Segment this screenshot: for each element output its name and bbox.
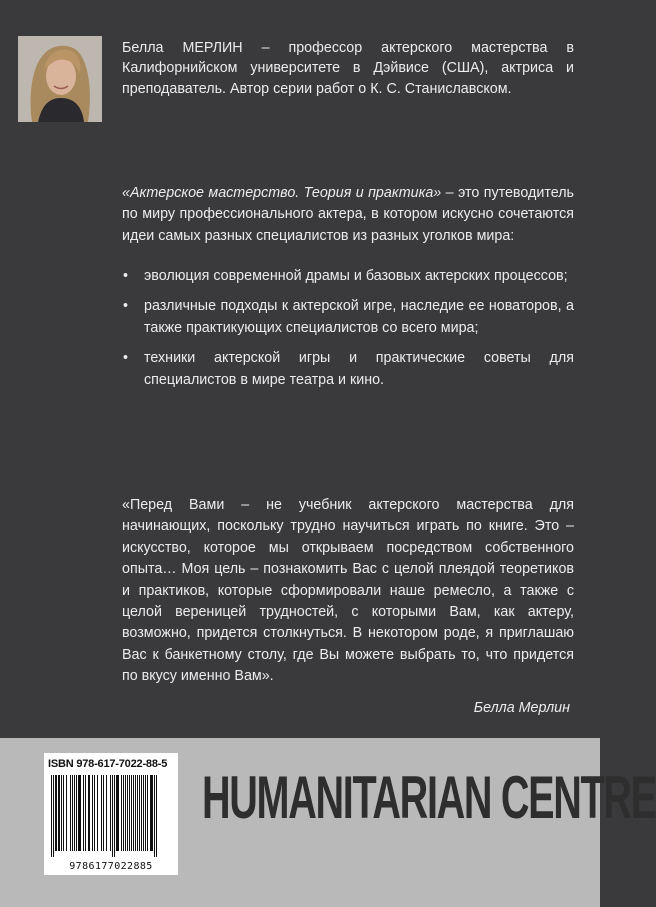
quote-signature: Белла Мерлин (473, 700, 570, 716)
barcode-bar (112, 775, 113, 857)
barcode-bar (83, 775, 84, 851)
barcode-box (44, 753, 178, 875)
bullet-icon: • (123, 350, 129, 367)
barcode-bar (66, 775, 67, 851)
barcode-bar (118, 775, 119, 851)
barcode-bar (131, 775, 132, 851)
barcode-bar (58, 775, 60, 851)
barcode-bar (150, 775, 152, 851)
barcode-bar (72, 775, 73, 851)
barcode-bar (116, 775, 118, 851)
barcode-bar (92, 775, 93, 851)
list-item (122, 266, 574, 287)
author-bio: Белла МЕРЛИН – профессор актерского мастерства в Калифорнийском университете в Дэйвисе (США), актриса и преподаватель. Автор серии работ о К. С. Станиславском. (122, 40, 574, 97)
barcode-bar (53, 775, 54, 857)
author-photo (18, 36, 102, 122)
list-item-text: эволюция современной драмы и базовых актерских процессов; (144, 268, 568, 284)
barcode-bar (127, 775, 128, 851)
barcode-bar (143, 775, 144, 851)
barcode-bar (94, 775, 95, 851)
barcode-bar (80, 775, 81, 851)
barcode-bar (123, 775, 124, 851)
barcode-bar (78, 775, 80, 851)
barcode-bar (63, 775, 64, 851)
barcode-bar (101, 775, 102, 851)
author-quote: «Перед Вами – не учебник актерского мастерства для начинающих, поскольку трудно научиться играть по книге. Это – искусство, которое мы открываем посредством собственного опыта… Моя цель – познакомить Вас с целой плеядой теоретиков и практиков, которые сформировали наше ремесло, а также с целой вереницей трудностей, с которыми Вам, как актеру, возможно, придется столкнуться. В некотором роде, я приглашаю Вас к банкетному столу, где Вы можете выбрать то, что придется по вкусу именно Вам». (122, 497, 574, 685)
barcode-bar (147, 775, 148, 851)
barcode-bar (61, 775, 62, 851)
barcode-bar (137, 775, 138, 851)
barcode-bar (110, 775, 111, 851)
barcode-bar (121, 775, 122, 851)
isbn-label: ISBN 978-617-7022-88-5 (48, 758, 168, 770)
barcode-bar (97, 775, 98, 851)
list-item-text: различные подходы к актерской игре, наследие ее новаторов, а также практикующих специалистов со всего мира; (144, 298, 574, 336)
barcode-bar (85, 775, 86, 851)
barcode-bar (106, 775, 107, 851)
barcode-bar (145, 775, 146, 851)
barcode-bar (51, 775, 52, 857)
barcode-bar (154, 775, 155, 857)
barcode-bar (156, 775, 157, 857)
barcode-icon (49, 775, 173, 857)
list-item (122, 348, 574, 391)
bullet-icon: • (123, 268, 129, 284)
barcode-bar (125, 775, 126, 851)
barcode-bar (114, 775, 115, 857)
barcode-digits: 9786177022885 (69, 861, 153, 872)
barcode-bar (139, 775, 140, 851)
barcode-bar (88, 775, 90, 851)
barcode-bar (70, 775, 71, 851)
publisher-logo: HUMANITARIAN CENTRE (202, 764, 656, 831)
book-description-text: – это путеводитель по миру профессионального актера, в котором искусно сочетаются идеи самых разных специалистов из разных уголков мира: (122, 185, 574, 244)
barcode-bar (152, 775, 153, 851)
list-item (122, 296, 574, 339)
barcode-bar (141, 775, 142, 851)
barcode-bar (74, 775, 75, 851)
barcode-bar (55, 775, 57, 851)
barcode-bar (76, 775, 77, 851)
barcode-bar (135, 775, 136, 851)
list-item-text: техники актерской игры и практические советы для специалистов в мире театра и кино. (144, 350, 574, 388)
barcode-bar (129, 775, 130, 851)
bullet-icon: • (123, 298, 129, 315)
barcode-bar (133, 775, 134, 851)
feature-list (122, 266, 574, 400)
barcode-bar (103, 775, 104, 851)
book-title: «Актерское мастерство. Теория и практика» (122, 185, 442, 201)
book-description (122, 183, 574, 247)
